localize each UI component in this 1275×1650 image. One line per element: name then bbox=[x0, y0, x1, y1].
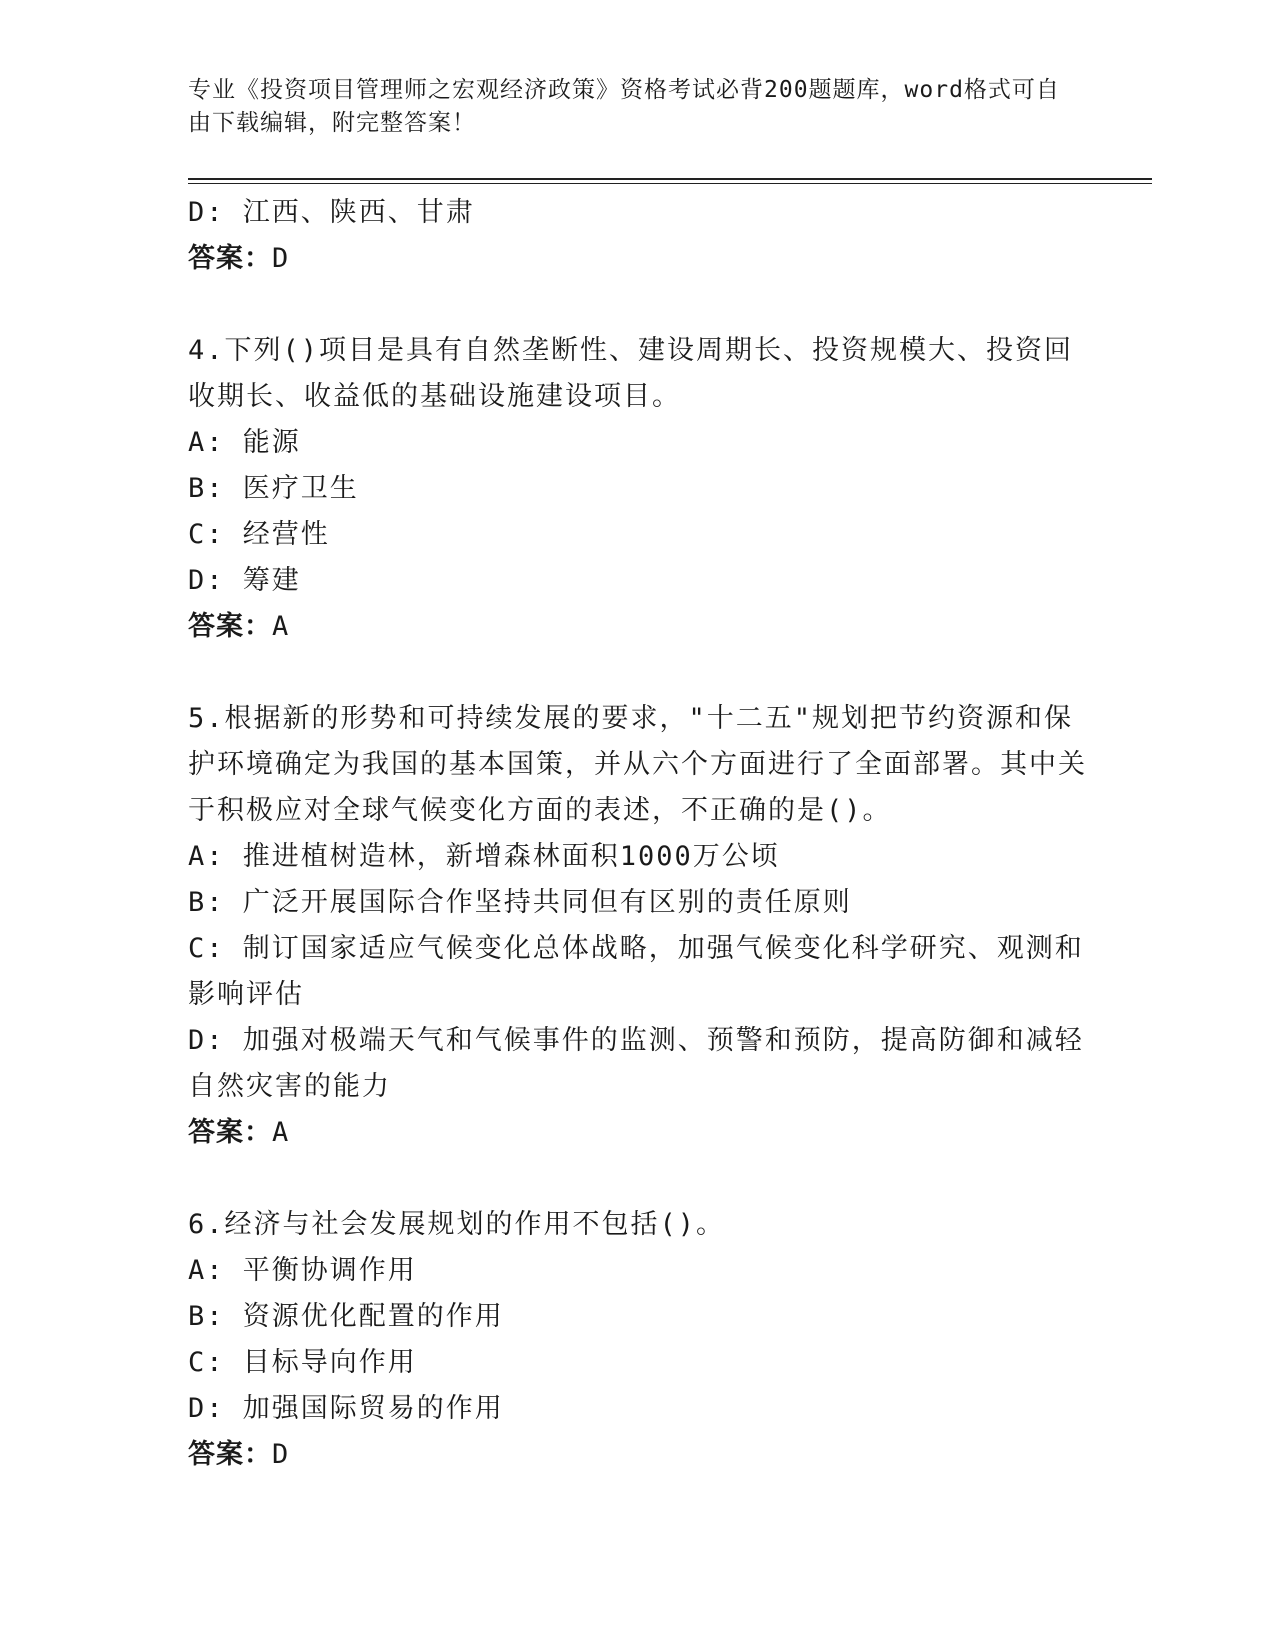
option-c: C: 目标导向作用 bbox=[188, 1347, 417, 1378]
question-list bbox=[188, 190, 1088, 1478]
option-b: B: 医疗卫生 bbox=[188, 473, 359, 504]
option-d: D: 江西、陕西、甘肃 bbox=[188, 197, 475, 228]
answer-value: A bbox=[272, 1117, 290, 1148]
answer-value: D bbox=[272, 1439, 290, 1470]
option-c: C: 经营性 bbox=[188, 519, 330, 550]
answer-value: D bbox=[272, 243, 290, 274]
option-b: B: 广泛开展国际合作坚持共同但有区别的责任原则 bbox=[188, 887, 852, 918]
question-stem: 5.根据新的形势和可持续发展的要求，"十二五"规划把节约资源和保护环境确定为我国的基本国策，并从六个方面进行了全面部署。其中关于积极应对全球气候变化方面的表述，不正确的是()。 bbox=[188, 703, 1087, 826]
answer-value: A bbox=[272, 611, 290, 642]
answer-label: 答案： bbox=[188, 1117, 272, 1148]
option-b: B: 资源优化配置的作用 bbox=[188, 1301, 504, 1332]
spacer bbox=[188, 1156, 1088, 1202]
answer-label: 答案： bbox=[188, 611, 272, 642]
option-a: A: 推进植树造林，新增森林面积1000万公顷 bbox=[188, 841, 780, 872]
question-stem: 6.经济与社会发展规划的作用不包括()。 bbox=[188, 1209, 726, 1240]
question-stem: 4.下列()项目是具有自然垄断性、建设周期长、投资规模大、投资回收期长、收益低的基础设施建设项目。 bbox=[188, 335, 1074, 412]
answer bbox=[188, 1432, 1088, 1478]
option-d: D: 加强对极端天气和气候事件的监测、预警和预防，提高防御和减轻自然灾害的能力 bbox=[188, 1025, 1084, 1102]
option-a: A: 平衡协调作用 bbox=[188, 1255, 417, 1286]
option-d: D: 加强国际贸易的作用 bbox=[188, 1393, 504, 1424]
page-header: 专业《投资项目管理师之宏观经济政策》资格考试必背200题题库，word格式可自由下载编辑，附完整答案！ bbox=[188, 77, 1060, 136]
answer bbox=[188, 604, 1088, 650]
option-c: C: 制订国家适应气候变化总体战略，加强气候变化科学研究、观测和影响评估 bbox=[188, 933, 1084, 1010]
answer-label: 答案： bbox=[188, 1439, 272, 1470]
answer bbox=[188, 236, 1088, 282]
spacer bbox=[188, 282, 1088, 328]
header-divider-thin bbox=[188, 183, 1152, 184]
answer bbox=[188, 1110, 1088, 1156]
header-divider bbox=[188, 178, 1152, 180]
option-a: A: 能源 bbox=[188, 427, 301, 458]
spacer bbox=[188, 650, 1088, 696]
answer-label: 答案： bbox=[188, 243, 272, 274]
option-d: D: 筹建 bbox=[188, 565, 301, 596]
